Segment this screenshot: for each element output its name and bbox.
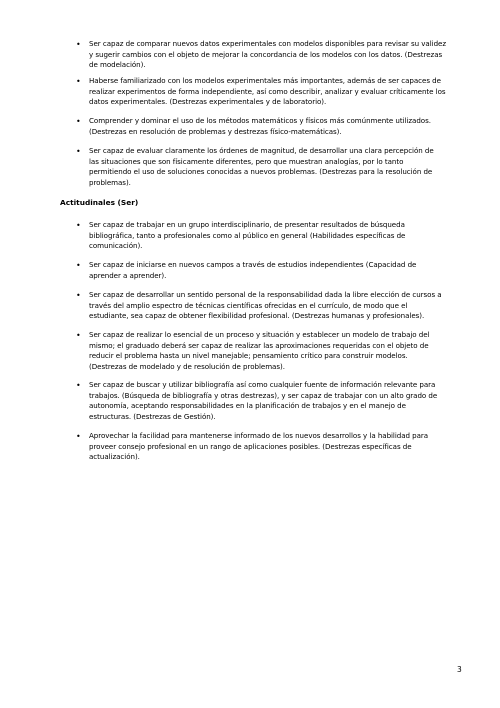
bullet-marker: • bbox=[76, 261, 81, 270]
list-item-text: Aprovechar la facilidad para mantenerse informado de los nuevos desarrollos y la habilidad para proveer consejo profesional en un rango de aplicaciones posibles. (Destrezas específicas de actualización). bbox=[89, 431, 429, 461]
bullet-marker: • bbox=[76, 117, 81, 126]
list-item-text: Ser capaz de desarrollar un sentido personal de la responsabilidad dada la libre elección de cursos a través del amplio espectro de técnicas científicas ofrecidas en el currículo, de modo que el estudiante, sea capaz de obtener flexibilidad profesional. (Destrezas humanas y profesionales). bbox=[89, 290, 442, 320]
page-number: 3 bbox=[457, 665, 462, 674]
list-item-text: Ser capaz de buscar y utilizar bibliografía así como cualquier fuente de información relevante para trabajos. (Búsqueda de bibliografía y otras destrezas), y ser capaz de trabajar con un alto grado de autonomía, aceptando responsabilidades en la planificación de trabajos y en el manejo de estructuras. (Destrezas de Gestión). bbox=[89, 380, 438, 421]
list-item-text: Ser capaz de realizar lo esencial de un proceso y situación y establecer un modelo de trabajo del mismo; el graduado deberá ser capaz de realizar las aproximaciones requeridas con el objeto de reducir el problema hasta un nivel manejable; pensamiento crítico para construir modelos. (Destrezas de modelado y de resolución de problemas). bbox=[89, 330, 430, 371]
list-item-text: Haberse familiarizado con los modelos experimentales más importantes, además de ser capaces de realizar experimentos de forma independiente, así como describir, analizar y evaluar críticamente los datos experimentales. (Destrezas experimentales y de laboratorio). bbox=[89, 76, 446, 106]
bullet-marker: • bbox=[76, 432, 81, 441]
section-heading: Actitudinales (Ser) bbox=[60, 198, 139, 207]
list-item-text: Ser capaz de trabajar en un grupo interdisciplinario, de presentar resultados de búsqueda bibliográfica, tanto a profesionales como al público en general (Habilidades específicas de comunicación). bbox=[89, 220, 406, 250]
bullet-marker: • bbox=[76, 77, 81, 86]
bullet-marker: • bbox=[76, 147, 81, 156]
bullet-marker: • bbox=[76, 221, 81, 230]
list-item-text: Ser capaz de comparar nuevos datos experimentales con modelos disponibles para revisar su validez y sugerir cambios con el objeto de mejorar la concordancia de los modelos con los datos. (Destrezas de modelación). bbox=[89, 39, 447, 69]
list-item-text: Comprender y dominar el uso de los métodos matemáticos y físicos más comúnmente utilizados. (Destrezas en resolución de problemas y destrezas físico-matemáticas). bbox=[89, 116, 431, 136]
bullet-marker: • bbox=[76, 40, 81, 49]
bullet-marker: • bbox=[76, 331, 81, 340]
list-item-text: Ser capaz de evaluar claramente los órdenes de magnitud, de desarrollar una clara percepción de las situaciones que son físicamente diferentes, pero que muestran analogías, por lo tanto permitiendo el uso de soluciones conocidas a nuevos problemas. (Destrezas para la resolución de problemas). bbox=[89, 146, 434, 187]
list-item-text: Ser capaz de iniciarse en nuevos campos a través de estudios independientes (Capacidad de aprender a aprender). bbox=[89, 260, 417, 280]
bullet-marker: • bbox=[76, 291, 81, 300]
bullet-marker: • bbox=[76, 381, 81, 390]
